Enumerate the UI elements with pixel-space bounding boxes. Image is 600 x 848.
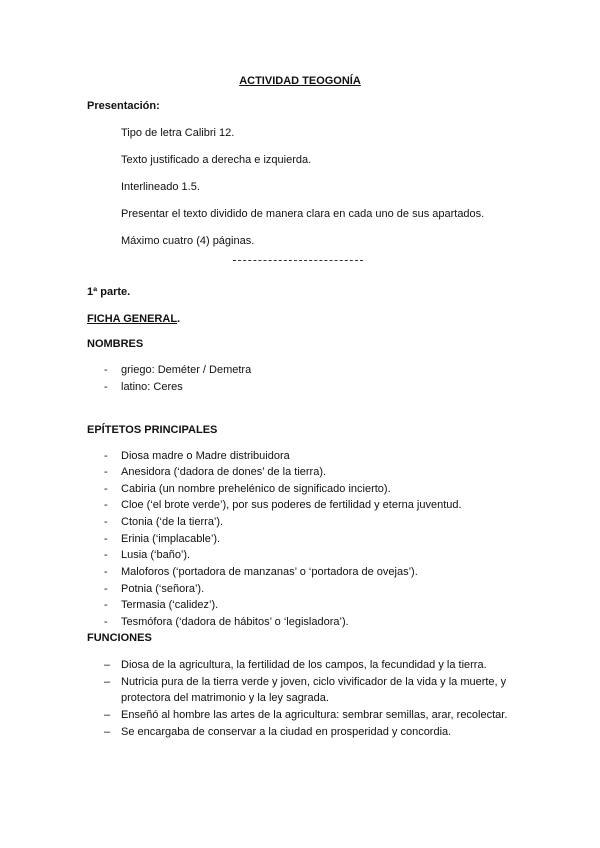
nombre-griego: griego: Deméter / Demetra <box>121 364 252 376</box>
presentacion-item: Máximo cuatro (4) páginas. <box>121 235 255 247</box>
bullet-dash: – <box>104 726 111 738</box>
list-item: Diosa de la agricultura, la fertilidad de los campos, la fecundidad y la tierra. <box>121 659 487 671</box>
list-item: Lusia (‘baño’). <box>121 549 191 561</box>
list-item: Potnia (‘señora’). <box>121 583 205 595</box>
presentacion-heading: Presentación: <box>87 100 160 112</box>
list-item: Nutricia pura de la tierra verde y joven, ciclo vivificador de la vida y la muerte, y <box>121 676 507 688</box>
presentacion-item: Tipo de letra Calibri 12. <box>121 127 235 139</box>
bullet-dash: - <box>104 599 108 611</box>
bullet-dash: – <box>104 709 111 721</box>
list-item: Ctonia (‘de la tierra’). <box>121 516 224 528</box>
section-divider <box>233 260 363 261</box>
list-item: Enseñó al hombre las artes de la agricultura: sembrar semillas, arar, recolectar. <box>121 709 508 721</box>
list-item: Erinia (‘implacable’). <box>121 533 221 545</box>
list-item: Anesidora (‘dadora de dones’ de la tierra). <box>121 466 327 478</box>
bullet-dash: - <box>104 466 108 478</box>
bullet-dash: - <box>104 364 108 376</box>
bullet-dash: - <box>104 483 108 495</box>
list-item: Termasia (‘calidez’). <box>121 599 219 611</box>
presentacion-item: Texto justificado a derecha e izquierda. <box>121 154 312 166</box>
document-title: ACTIVIDAD TEOGONÍA <box>239 75 361 87</box>
nombres-heading: NOMBRES <box>87 338 144 350</box>
list-item: Maloforos (‘portadora de manzanas’ o ‘portadora de ovejas’). <box>121 566 418 578</box>
part-heading: 1ª parte. <box>87 286 131 298</box>
bullet-dash: – <box>104 676 111 688</box>
list-item: Cloe (‘el brote verde’), por sus poderes de fertilidad y eterna juventud. <box>121 499 462 511</box>
bullet-dash: - <box>104 566 108 578</box>
bullet-dash: - <box>104 616 108 628</box>
list-item-continuation: protectora del matrimonio y la ley sagrada. <box>121 692 329 704</box>
presentacion-item: Presentar el texto dividido de manera clara en cada uno de sus apartados. <box>121 208 485 220</box>
bullet-dash: - <box>104 450 108 462</box>
list-item: Cabiria (un nombre prehelénico de significado incierto). <box>121 483 391 495</box>
presentacion-item: Interlineado 1.5. <box>121 181 200 193</box>
nombre-latino: latino: Ceres <box>121 381 183 393</box>
ficha-general-period: . <box>177 313 181 325</box>
bullet-dash: - <box>104 533 108 545</box>
bullet-dash: - <box>104 381 108 393</box>
epitetos-heading: EPÍTETOS PRINCIPALES <box>87 424 218 436</box>
bullet-dash: – <box>104 659 111 671</box>
bullet-dash: - <box>104 549 108 561</box>
list-item: Diosa madre o Madre distribuidora <box>121 450 290 462</box>
list-item: Tesmófora (‘dadora de hábitos’ o ‘legisladora’). <box>121 616 349 628</box>
funciones-heading: FUNCIONES <box>87 632 152 644</box>
list-item: Se encargaba de conservar a la ciudad en prosperidad y concordia. <box>121 726 452 738</box>
bullet-dash: - <box>104 516 108 528</box>
ficha-general-heading <box>87 313 180 325</box>
ficha-general-label: FICHA GENERAL <box>87 313 178 325</box>
bullet-dash: - <box>104 499 108 511</box>
bullet-dash: - <box>104 583 108 595</box>
